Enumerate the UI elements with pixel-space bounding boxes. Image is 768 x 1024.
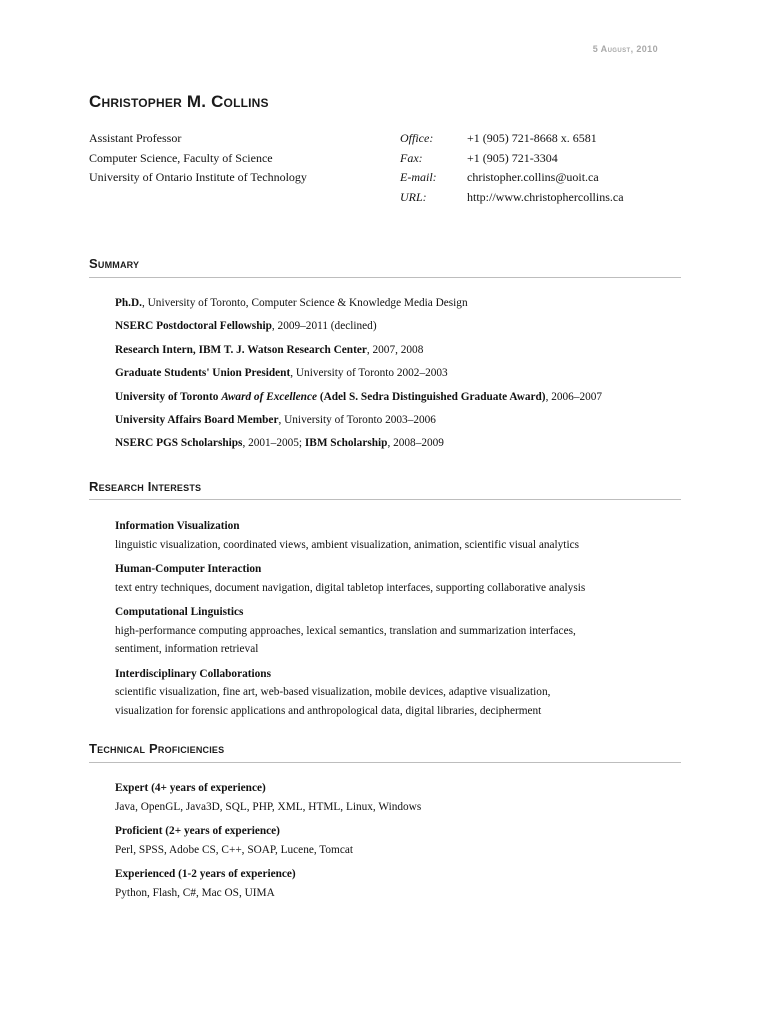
summary-item-text: , 2001–2005; [242,437,305,450]
list-item [115,779,421,816]
contact-values [467,129,624,207]
institution: University of Ontario Institute of Technology [89,170,307,184]
contact-labels [400,129,437,207]
technical-list [115,779,421,908]
summary-item-text: , University of Toronto 2002–2003 [290,367,448,380]
list-item [115,560,585,597]
summary-item-italic: Award of Excellence [221,390,317,403]
list-item [115,665,585,721]
list-item [115,865,421,902]
summary-item [115,414,602,437]
list-item [115,822,421,859]
research-list [115,517,585,726]
summary-divider [89,277,681,278]
technical-divider [89,762,681,763]
summary-heading: Summary [89,256,140,271]
research-area-text: high-performance computing approaches, lexical semantics, translation and summarization interfaces, [115,624,576,637]
proficiency-skills: Java, OpenGL, Java3D, SQL, PHP, XML, HTML, Linux, Windows [115,800,422,813]
summary-item [115,344,602,367]
document-date: 5 August, 2010 [592,44,658,54]
technical-heading: Technical Proficiencies [89,741,225,756]
email-label: E-mail: [400,170,437,184]
research-area-text: linguistic visualization, coordinated views, ambient visualization, animation, scientific visual analytics [115,538,579,551]
summary-item-bold: (Adel S. Sedra Distinguished Graduate Award) [317,390,546,403]
summary-item-bold: Research Intern, IBM T. J. Watson Research Center [115,343,367,356]
url-label: URL: [400,189,427,204]
research-area-heading: Human-Computer Interaction [115,563,262,575]
research-area-text: text entry techniques, document navigation, digital tabletop interfaces, supporting collaborative analysis [115,581,586,594]
proficiency-level: Experienced (1-2 years of experience) [115,868,296,880]
summary-item [115,437,602,460]
proficiency-level: Expert (4+ years of experience) [115,782,266,794]
research-area-heading: Information Visualization [115,520,240,532]
summary-item-bold: University of Toronto [115,390,222,403]
research-area-heading: Interdisciplinary Collaborations [115,667,271,680]
research-area-text: scientific visualization, fine art, web-based visualization, mobile devices, adaptive visualization, [115,686,551,698]
position-title: Assistant Professor [89,131,182,145]
summary-item [115,391,602,414]
research-divider [89,499,681,500]
proficiency-skills: Perl, SPSS, Adobe CS, C++, SOAP, Lucene, Tomcat [115,843,354,856]
list-item [115,603,585,659]
summary-item-bold: University Affairs Board Member [115,413,279,426]
department: Computer Science, Faculty of Science [89,150,273,165]
affiliation-block [89,129,307,188]
summary-list [115,297,602,461]
website-link[interactable]: http://www.christophercollins.ca [467,189,624,204]
research-area-heading: Computational Linguistics [115,606,244,618]
fax-number: +1 (905) 721-3304 [467,150,558,165]
summary-item-text: , 2009–2011 (declined) [271,320,377,333]
summary-item [115,367,602,390]
office-phone: +1 (905) 721-8668 x. 6581 [467,131,597,145]
research-area-text: sentiment, information retrieval [115,643,259,655]
summary-item-bold: NSERC Postdoctoral Fellowship [115,320,272,333]
summary-item-text: , 2006–2007 [545,390,603,403]
summary-item-text: , University of Toronto, Computer Science & Knowledge Media Design [142,297,468,309]
summary-item-bold: IBM Scholarship [304,437,388,450]
office-label: Office: [400,131,434,145]
research-area-text: visualization for forensic applications and anthropological data, digital libraries, decipherment [115,704,542,717]
summary-item-text: , 2007, 2008 [366,343,424,356]
page-title: Christopher M. Collins [89,92,269,111]
proficiency-skills: Python, Flash, C#, Mac OS, UIMA [115,886,275,899]
summary-item [115,297,602,320]
list-item [115,517,585,554]
email-link[interactable]: christopher.collins@uoit.ca [467,170,599,184]
research-heading: Research Interests [89,479,202,494]
summary-item-bold: Graduate Students' Union President [115,367,291,380]
summary-item [115,320,602,343]
summary-item-text: , University of Toronto 2003–2006 [278,413,436,426]
summary-item-text: , 2008–2009 [387,437,444,450]
summary-item-bold: Ph.D. [115,297,142,309]
fax-label: Fax: [400,150,423,165]
proficiency-level: Proficient (2+ years of experience) [115,825,280,837]
summary-item-bold: NSERC PGS Scholarships [115,437,243,450]
